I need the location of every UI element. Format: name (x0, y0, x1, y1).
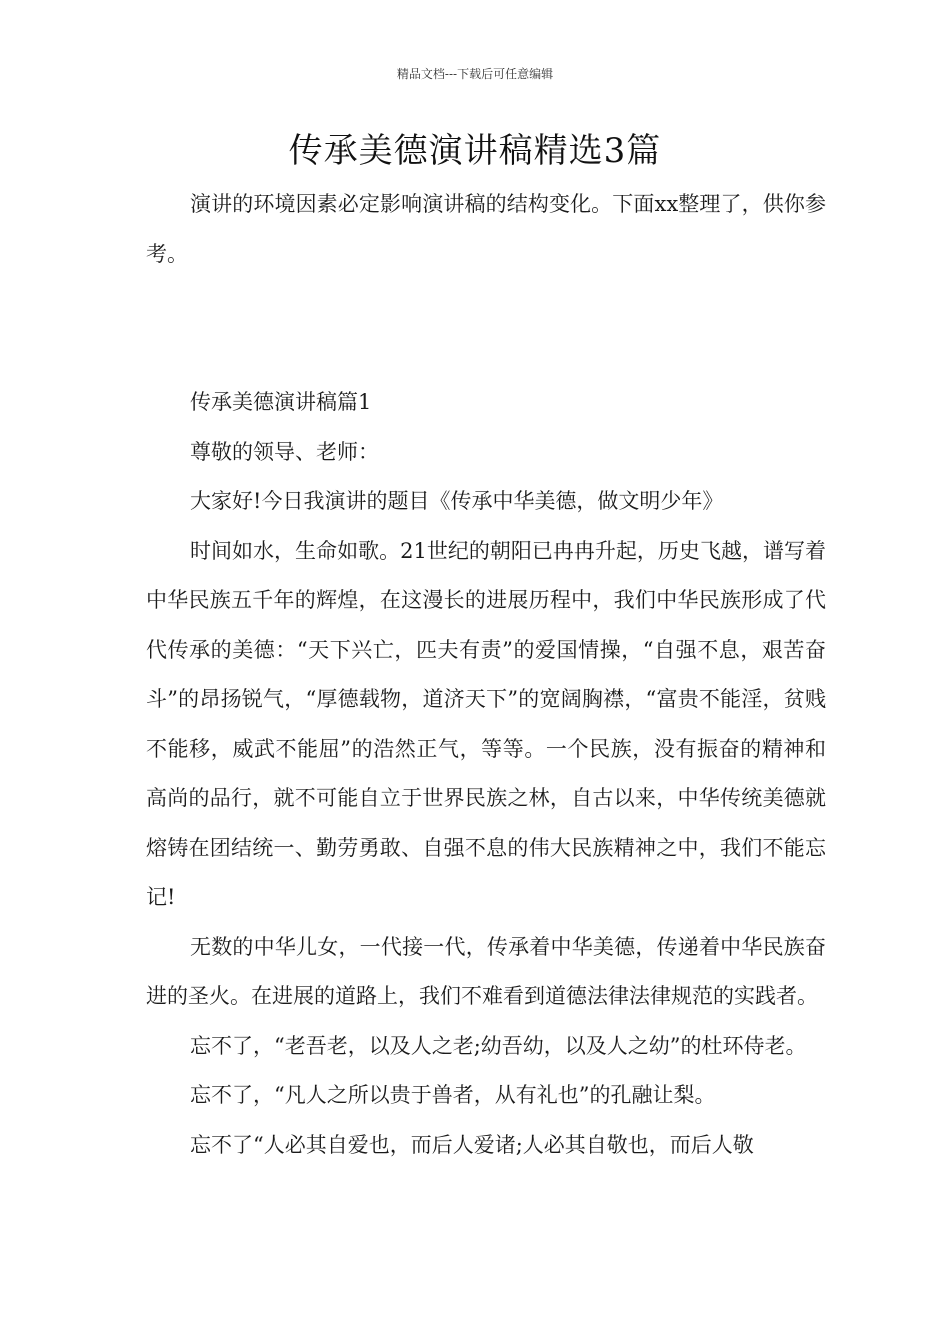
section-heading: 传承美德演讲稿篇1 (190, 390, 372, 414)
paragraph-spacer (146, 279, 826, 378)
body-paragraph-5: 忘不了“人必其自爱也，而后人爱诸;人必其自敬也，而后人敬 (190, 1132, 754, 1157)
greeting-paragraph: 大家好!今日我演讲的题目《传承中华美德，做文明少年》 (190, 489, 724, 513)
document-body (146, 180, 826, 1170)
body-paragraph-4: 忘不了，“凡人之所以贵于兽者，从有礼也”的孔融让梨。 (190, 1083, 716, 1107)
page-title: 传承美德演讲稿精选3篇 (288, 131, 662, 171)
body-paragraph-2: 无数的中华儿女，一代接一代，传承着中华美德，传递着中华民族奋进的圣火。在进展的道路上，我们不难看到道德法律法律规范的实践者。 (146, 934, 826, 1008)
salutation-paragraph: 尊敬的领导、老师： (190, 439, 379, 464)
body-paragraph-3: 忘不了，“老吾老，以及人之老;幼吾幼，以及人之幼”的杜环侍老。 (190, 1033, 807, 1058)
header-note: 精品文档---下载后可任意编辑 (396, 67, 554, 81)
body-paragraph-1: 时间如水，生命如歌。21世纪的朝阳已冉冉升起，历史飞越，谱写着中华民族五千年的辉煌，在这漫长的进展历程中，我们中华民族形成了代代传承的美德：“天下兴亡，匹夫有责”的爱国情操，“自强不息，艰苦奋斗”的昂扬锐气，“厚德载物，道济天下”的宽阔胸襟，“富贵不能淫，贫贱不能移，威武不能屈”的浩然正气，等等。一个民族，没有振奋的精神和高尚的品行，就不可能自立于世界民族之林，自古以来，中华传统美德就熔铸在团结统一、勤劳勇敢、自强不息的伟大民族精神之中，我们不能忘记! (146, 538, 826, 909)
intro-paragraph: 演讲的环境因素必定影响演讲稿的结构变化。下面xx整理了，供你参考。 (146, 192, 826, 266)
